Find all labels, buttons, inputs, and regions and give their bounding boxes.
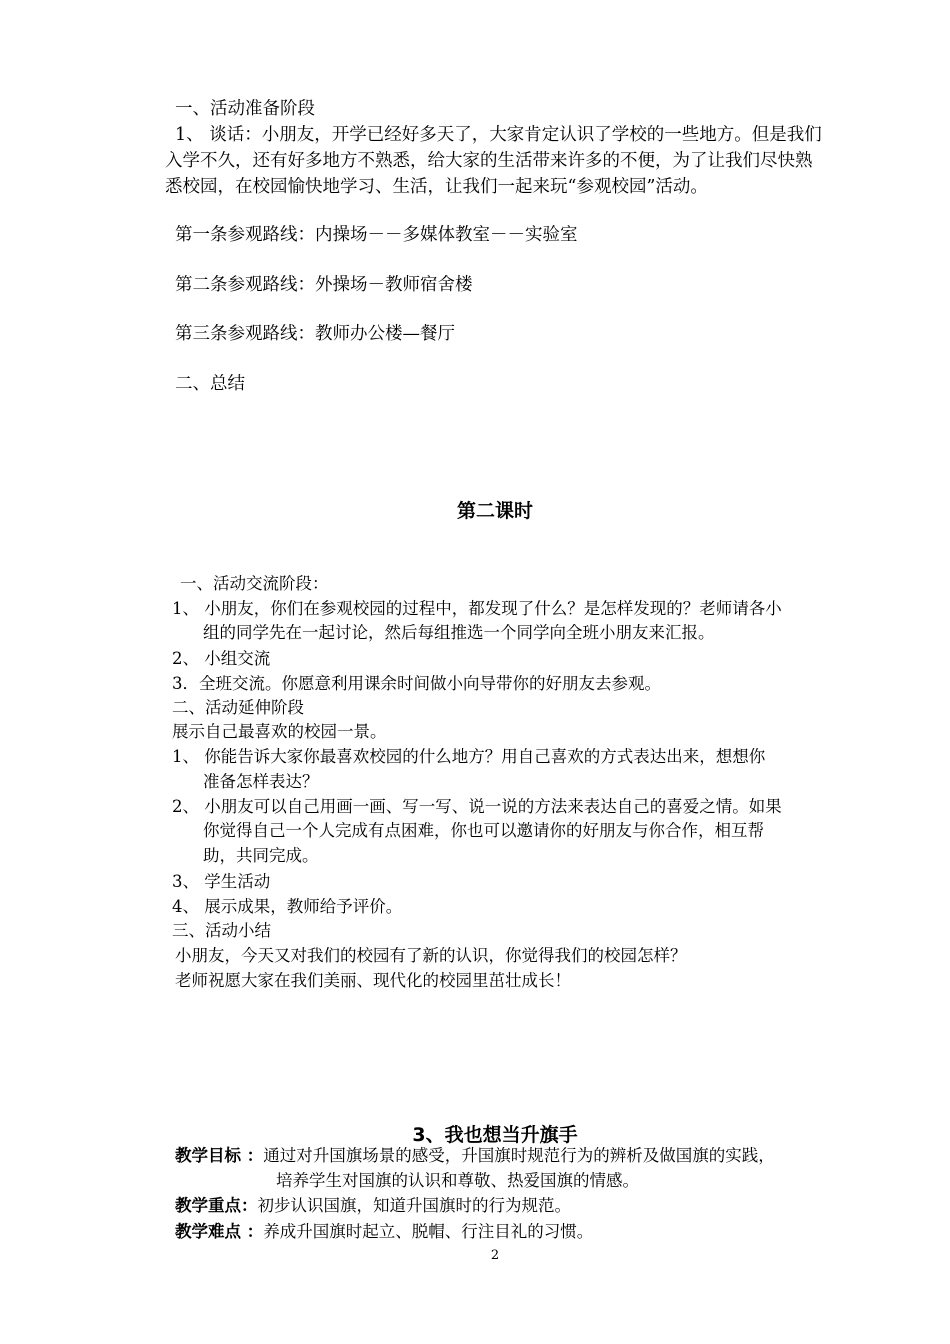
list-item: 3、 学生活动 (172, 872, 271, 891)
teaching-goal (175, 1145, 775, 1167)
paragraph-line: 1、 谈话：小朋友，开学已经好多天了，大家肯定认识了学校的一些地方。但是我们 (175, 125, 822, 145)
list-item: 2、 小组交流 (172, 649, 271, 668)
list-item: 2、 小朋友可以自己用画一画、写一写、说一说的方法来表达自己的喜爱之情。如果 (172, 797, 782, 816)
section-heading: 三、活动小结 (172, 921, 271, 940)
lesson-title: 3、我也想当升旗手 (412, 1124, 578, 1146)
list-item: 4、 展示成果，教师给予评价。 (172, 897, 403, 916)
list-item: 1、 小朋友，你们在参观校园的过程中，都发现了什么？是怎样发现的？老师请各小 (172, 599, 782, 618)
route-line: 第一条参观路线：内操场－－多媒体教室－－实验室 (175, 225, 578, 245)
list-item-continuation: 组的同学先在一起讨论，然后每组推选一个同学向全班小朋友来汇报。 (203, 623, 715, 642)
teaching-focus-label: 教学重点： (175, 1196, 258, 1215)
paragraph-line: 老师祝愿大家在我们美丽、现代化的校园里茁壮成长！ (175, 971, 571, 990)
teaching-goal-text: 通过对升国旗场景的感受，升国旗时规范行为的辨析及做国旗的实践， (263, 1146, 775, 1165)
paragraph-line: 悉校园，在校园愉快地学习、生活，让我们一起来玩“参观校园”活动。 (165, 177, 708, 197)
route-line: 第三条参观路线：教师办公楼—餐厅 (175, 324, 455, 344)
paragraph-line: 小朋友，今天又对我们的校园有了新的认识，你觉得我们的校园怎样？ (175, 946, 687, 965)
section-heading: 二、活动延伸阶段 (172, 698, 304, 717)
lesson-title: 第二课时 (456, 500, 533, 522)
teaching-focus-text: 初步认识国旗，知道升国旗时的行为规范。 (257, 1196, 571, 1215)
list-item-continuation: 准备怎样表达？ (203, 772, 319, 791)
teaching-difficulty (175, 1221, 593, 1243)
list-item-continuation: 你觉得自己一个人完成有点困难，你也可以邀请你的好朋友与你合作，相互帮 (203, 821, 764, 840)
section-heading: 一、活动准备阶段 (175, 99, 315, 119)
teaching-difficulty-text: 养成升国旗时起立、脱帽、行注目礼的习惯。 (263, 1222, 594, 1241)
teaching-focus (175, 1195, 571, 1217)
paragraph-line: 入学不久，还有好多地方不熟悉，给大家的生活带来许多的不便，为了让我们尽快熟 (165, 151, 813, 171)
section-heading: 二、总结 (175, 374, 245, 394)
list-item: 1、 你能告诉大家你最喜欢校园的什么地方？用自己喜欢的方式表达出来，想想你 (172, 747, 766, 766)
teaching-goal-label: 教学目标 ： (175, 1146, 264, 1165)
route-line: 第二条参观路线：外操场－教师宿舍楼 (175, 275, 473, 295)
teaching-goal-continuation: 培养学生对国旗的认识和尊敬、热爱国旗的情感。 (276, 1171, 639, 1190)
list-item-continuation: 助，共同完成。 (203, 846, 319, 865)
list-item: 3．全班交流。你愿意利用课余时间做小向导带你的好朋友去参观。 (172, 674, 661, 693)
section-heading: 一、活动交流阶段： (180, 574, 329, 593)
teaching-difficulty-label: 教学难点 ： (175, 1222, 264, 1241)
paragraph-line: 展示自己最喜欢的校园一景。 (172, 722, 387, 741)
page-number: 2 (490, 1248, 500, 1263)
